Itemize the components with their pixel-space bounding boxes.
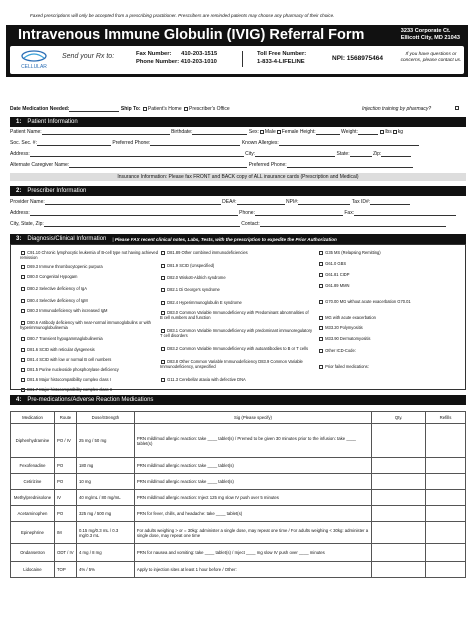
section-4-header: [10, 395, 466, 405]
lbs-checkbox[interactable]: [380, 130, 384, 134]
diagnosis-option[interactable]: [20, 286, 158, 291]
diagnosis-checkbox[interactable]: [319, 349, 323, 353]
table-row: [11, 544, 466, 562]
cell-refills[interactable]: [426, 490, 466, 506]
diagnosis-checkbox[interactable]: [161, 276, 165, 280]
section-3-note: Please FAX recent clinical notes, Labs, Tests, with the prescription to expedite the Prior Authorization: [114, 236, 337, 242]
weight-label: Weight:: [341, 129, 358, 135]
diagnosis-option[interactable]: [20, 357, 158, 362]
diagnosis-label: D80.6 Antibody deficiency with near-normal immunoglobulins or with hyperimmunoglobulinemia: [20, 320, 151, 331]
female-label: Female: [281, 129, 299, 135]
diagnosis-option[interactable]: [20, 274, 158, 279]
cell-route[interactable]: PO: [54, 458, 76, 474]
diagnosis-label: D69.3 Immune thrombocytopenic purpura: [27, 264, 103, 269]
injection-training-label: Injection training by pharmacy?: [362, 106, 432, 112]
diagnosis-option[interactable]: [160, 300, 312, 305]
height-label: Height:: [299, 129, 316, 135]
diagnosis-option[interactable]: [318, 261, 464, 266]
diagnosis-checkbox[interactable]: [319, 337, 323, 341]
cell-sig[interactable]: Apply to injection sites at least 1 hour before / Other:: [134, 562, 371, 578]
diagnosis-option[interactable]: [20, 377, 158, 382]
tax-id-label: Tax ID#:: [351, 199, 371, 205]
section-1-title: Patient Information: [27, 119, 78, 125]
diagnosis-label: D82.0 Wiskott-Aldrich syndrome: [167, 275, 226, 280]
known-allergies-label: Known Allergies:: [241, 140, 279, 146]
diagnosis-option[interactable]: [160, 275, 312, 280]
diagnosis-label: D80.7 Transient hypogammaglobulinemia: [27, 336, 103, 341]
diagnosis-option[interactable]: [160, 310, 312, 320]
table-row: [11, 474, 466, 490]
diagnosis-checkbox[interactable]: [21, 378, 25, 382]
diagnosis-option[interactable]: [20, 367, 158, 372]
patient-name-label: Patient Name:: [10, 129, 42, 135]
tollfree-number: 1-833-4-LIFELINE: [257, 58, 305, 65]
diagnosis-option[interactable]: [160, 359, 312, 369]
diagnosis-label: G61.81 CIDP: [325, 272, 350, 277]
diagnosis-checkbox[interactable]: [161, 288, 165, 292]
diagnosis-label: M33.90 Dermatomyositis: [325, 336, 371, 341]
cell-dose[interactable]: 4 mg / 8 mg: [76, 544, 134, 562]
diagnosis-option[interactable]: [318, 325, 464, 330]
weight-field[interactable]: [358, 129, 378, 135]
patients-home-checkbox[interactable]: [143, 107, 147, 111]
birthdate-label: Birthdate:: [171, 129, 193, 135]
contact-field[interactable]: [260, 221, 446, 227]
contact-label: Contact:: [241, 221, 260, 227]
diagnosis-label: D81.9 SCID (Unspecified): [167, 263, 215, 268]
cell-qty[interactable]: [372, 562, 426, 578]
patient-row-1: [10, 129, 466, 135]
section-4-num: 4:: [16, 397, 22, 403]
cell-sig[interactable]: PRN mild/mod allergic reaction: take ____ tablet(s): [134, 474, 371, 490]
table-row: [11, 424, 466, 458]
date-row: [10, 106, 466, 112]
diagnosis-label: D82.4 Hyperimmunoglobulin E syndrome: [167, 300, 242, 305]
lbs-label: lbs: [385, 129, 392, 135]
diagnosis-label: MG with acute exacerbation: [325, 315, 376, 320]
diagnosis-checkbox[interactable]: [21, 358, 25, 362]
cell-route[interactable]: IV: [54, 490, 76, 506]
table-row: [11, 522, 466, 544]
cell-dose[interactable]: 325 mg / 500 mg: [76, 506, 134, 522]
patient-row-4: [10, 162, 466, 168]
known-allergies-field[interactable]: [279, 140, 419, 146]
height-field[interactable]: [316, 129, 340, 135]
diagnosis-option[interactable]: [20, 308, 158, 313]
diagnosis-label: G70.00 MG without acute exacerbation G70.01: [325, 299, 411, 304]
male-label: Male: [264, 129, 276, 135]
city-state-zip-label: City, State, Zip:: [10, 221, 44, 227]
cell-refills[interactable]: [426, 474, 466, 490]
diagnosis-label: D80.3 Immunodeficiency with increased IgM: [27, 308, 108, 313]
address-label: Address:: [10, 151, 30, 157]
send-rx-label: Send your Rx to:: [62, 53, 115, 60]
patient-row-2: [10, 140, 466, 146]
fax-phone-block: [136, 51, 217, 67]
diagnosis-option[interactable]: [160, 263, 312, 268]
provider-name-field[interactable]: [45, 199, 221, 205]
diagnosis-label: D82.1 Di George's syndrome: [167, 287, 220, 292]
city-state-zip-field[interactable]: [44, 221, 240, 227]
cell-dose[interactable]: 40 mg/mL / 80 mg/mL: [76, 490, 134, 506]
provider-name-label: Provider Name:: [10, 199, 45, 205]
cell-qty[interactable]: [372, 490, 426, 506]
cell-sig[interactable]: PRN mild/mod allergic reaction: take ____ tablet(s): [134, 458, 371, 474]
diagnosis-option[interactable]: [160, 328, 312, 338]
cell-dose[interactable]: 4% / 5%: [76, 562, 134, 578]
diagnosis-checkbox[interactable]: [319, 300, 323, 304]
diagnosis-checkbox[interactable]: [161, 378, 165, 382]
section-1-header: [10, 117, 466, 127]
diagnosis-label: Other ICD-Code:: [325, 348, 356, 353]
column-header: Route: [54, 412, 76, 424]
table-row: [11, 562, 466, 578]
diagnosis-label: D81.5 Purine nucleoside phosphorylase deficiency: [27, 367, 119, 372]
address-line1: 3233 Corporate Ct.: [400, 28, 451, 34]
diagnosis-option[interactable]: [160, 287, 312, 292]
cell-qty[interactable]: [372, 544, 426, 562]
dea-label: DEA#:: [222, 199, 237, 205]
patients-home-label: Patient's Home: [147, 106, 182, 112]
diagnosis-option[interactable]: [20, 347, 158, 352]
cell-sig[interactable]: PRN for nausea and vomiting: take ____ tablet(s) / Inject ____ mg slow IV push over ____ minutes: [134, 544, 371, 562]
cell-qty[interactable]: [372, 424, 426, 458]
fax-number: 410-203-1515: [181, 51, 218, 57]
diagnosis-option[interactable]: [318, 336, 464, 341]
diagnosis-checkbox[interactable]: [161, 264, 165, 268]
diagnosis-option[interactable]: [20, 250, 158, 260]
phone-label: Phone Number:: [136, 58, 180, 65]
diagnosis-option[interactable]: [318, 272, 464, 277]
section-3-header: 3: Diagnosis/Clinical Information | Please FAX recent clinical notes, Labs, Tests, with the prescription to expedite the Prior Authorization: [10, 234, 466, 244]
diagnosis-option[interactable]: [318, 315, 464, 320]
diagnosis-label: C91.10 Chronic lymphocytic leukemia of B-cell type not having achieved remission: [20, 250, 158, 261]
cell-sig[interactable]: For adults weighing > or = 30kg: administer a single dose, may repeat one time / For adults weighing < 30kg: administer a single dose, may repeat one time: [134, 522, 371, 544]
ship-to-label: Ship To:: [120, 106, 141, 112]
form-title: Intravenous Immune Globulin (IVIG) Referral Form: [18, 27, 365, 43]
patient-row-3: [10, 151, 466, 157]
diagnosis-checkbox[interactable]: [319, 326, 323, 330]
cell-refills[interactable]: [426, 522, 466, 544]
birthdate-field[interactable]: [192, 129, 247, 135]
table-body: [11, 424, 466, 578]
column-header: Medication: [11, 412, 55, 424]
cell-med: Epinephrine: [11, 522, 55, 544]
diagnosis-checkbox[interactable]: [319, 316, 323, 320]
table-row: [11, 506, 466, 522]
prescriber-row-2: [10, 210, 466, 216]
injection-training-checkbox[interactable]: [455, 106, 459, 110]
cell-med: Methylprednisolone: [11, 490, 55, 506]
cell-route[interactable]: PO: [54, 474, 76, 490]
diagnosis-checkbox[interactable]: [21, 299, 25, 303]
premed-table: [10, 411, 466, 578]
cell-route[interactable]: PO: [54, 506, 76, 522]
cell-med: Fexofenadine: [11, 458, 55, 474]
cell-route[interactable]: ODT / IV: [54, 544, 76, 562]
pharmacy-logo: [14, 48, 54, 72]
diagnosis-label: D81.6 Major histocompatibility complex class I: [27, 377, 111, 382]
cell-med: Diphenhydramine: [11, 424, 55, 458]
diagnosis-option[interactable]: [20, 264, 158, 269]
contact-strip: [10, 46, 464, 74]
diagnosis-checkbox[interactable]: [319, 284, 323, 288]
male-checkbox[interactable]: [260, 130, 264, 134]
diagnosis-label: D83.8 Other Common Variable Immunodeficiency D83.9 Common Variable Immunodeficiency, unspecified: [160, 359, 303, 370]
prescriber-address-label: Address:: [10, 210, 30, 216]
prescriber-fax-field[interactable]: [354, 210, 456, 216]
logo-text: CELLULAR: [21, 64, 47, 70]
tollfree-label: Toll Free Number:: [257, 51, 307, 57]
diagnosis-checkbox[interactable]: [21, 368, 25, 372]
phone-number: 410-203-1010: [180, 58, 217, 65]
preferred-phone-field[interactable]: [150, 140, 240, 146]
cell-route[interactable]: IM: [54, 522, 76, 544]
prescribers-office-label: Prescriber's Office: [189, 106, 230, 112]
cell-med: Cetirizine: [11, 474, 55, 490]
diagnosis-checkbox[interactable]: [319, 251, 323, 255]
diagnosis-label: G35 MS (Relapsing Remitting): [325, 250, 381, 255]
prescriber-address-field[interactable]: [30, 210, 238, 216]
cell-qty[interactable]: [372, 522, 426, 544]
diagnosis-option[interactable]: [20, 298, 158, 303]
tax-id-field[interactable]: [370, 199, 410, 205]
prescriber-fax-label: Fax:: [344, 210, 355, 216]
diagnosis-option[interactable]: [160, 377, 312, 382]
prescriber-phone-field[interactable]: [255, 210, 343, 216]
insurance-note: [10, 173, 466, 181]
kg-checkbox[interactable]: [393, 130, 397, 134]
cell-refills[interactable]: [426, 544, 466, 562]
zip-label: Zip:: [372, 151, 382, 157]
insurance-text: Insurance Information: Please fax FRONT and BACK copy of ALL insurance cards (Prescription and Medical): [117, 174, 359, 180]
diagnosis-label: D81.7 Major histocompatibility complex class II: [27, 387, 113, 392]
cell-med: Acetaminophen: [11, 506, 55, 522]
cell-qty[interactable]: [372, 506, 426, 522]
diagnosis-label: D80.2 Selective deficiency of IgA: [27, 286, 87, 291]
city-label: City:: [245, 151, 256, 157]
caregiver-phone-label: Preferred Phone:: [248, 162, 287, 168]
section-3-num: 3:: [16, 236, 22, 242]
cell-dose[interactable]: 25 mg / 50 mg: [76, 424, 134, 458]
column-header: Sig (Please specify): [134, 412, 371, 424]
diagnosis-option[interactable]: [318, 283, 464, 288]
diagnosis-label: D83.1 Common Variable Immunodeficiency with predominant immunoregulatory T cell disorders: [160, 328, 313, 339]
questions-note: If you have questions or concerns, please contact us.: [400, 52, 462, 64]
address-line2: Ellicott City, MD 21043: [400, 34, 460, 41]
alt-caregiver-label: Alternate Caregiver Name:: [10, 162, 70, 168]
diagnosis-label: D83.2 Common Variable Immunodeficiency with autoantibodies to B or T cells: [167, 346, 308, 351]
diagnosis-option[interactable]: [160, 250, 312, 255]
cell-refills[interactable]: [426, 424, 466, 458]
form-header: [6, 25, 468, 77]
column-header: Qty.: [372, 412, 426, 424]
diagnosis-option[interactable]: [318, 250, 464, 255]
top-note: Faxed prescriptions will only be accepted from a prescribing practitioner. Prescribers are reminded patients may choose any pharmacy of their choice.: [30, 13, 335, 18]
diagnosis-label: D81.4 SCID with low or normal B cell numbers: [27, 357, 112, 362]
diagnosis-checkbox[interactable]: [21, 309, 25, 313]
state-label: State:: [336, 151, 350, 157]
cell-route[interactable]: TOP: [54, 562, 76, 578]
cell-med: Lidocaine: [11, 562, 55, 578]
table-row: [11, 490, 466, 506]
diagnosis-checkbox[interactable]: [21, 337, 25, 341]
state-field[interactable]: [350, 151, 372, 157]
cell-refills[interactable]: [426, 562, 466, 578]
cell-route[interactable]: PO / IV: [54, 424, 76, 458]
prescriber-phone-label: Phone:: [239, 210, 255, 216]
diagnosis-label: D81.6 SCID with reticular dysgenesis: [27, 347, 95, 352]
section-2-header: [10, 186, 466, 196]
diagnosis-option[interactable]: [318, 299, 464, 304]
kg-label: kg: [397, 129, 403, 135]
address-field[interactable]: [30, 151, 244, 157]
soc-sec-label: Soc. Sec. #:: [10, 140, 37, 146]
cell-dose[interactable]: 0.15 mg/0.3 mL / 0.3 mg/0.3 mL: [76, 522, 134, 544]
diagnosis-checkbox[interactable]: [319, 262, 323, 266]
cell-dose[interactable]: 10 mg: [76, 474, 134, 490]
cell-sig[interactable]: PRN for fever, chills, and headache: take ____ tablet(s): [134, 506, 371, 522]
pharmacy-address: [401, 28, 460, 42]
diagnosis-option[interactable]: [318, 364, 464, 369]
cell-med: Ondansetron: [11, 544, 55, 562]
diagnosis-option[interactable]: [160, 346, 312, 351]
soc-sec-field[interactable]: [37, 140, 111, 146]
prescriber-row-3: [10, 221, 466, 227]
section-2-num: 2:: [16, 188, 22, 194]
diagnosis-checkbox[interactable]: [161, 251, 165, 255]
npi-number: NPI: 1568975464: [332, 55, 383, 62]
caregiver-phone-field[interactable]: [287, 162, 413, 168]
cell-sig[interactable]: PRN mild/mod allergic reaction: Inject 125 mg slow IV push over 5 minutes: [134, 490, 371, 506]
diagnosis-checkbox[interactable]: [161, 347, 165, 351]
cell-dose[interactable]: 180 mg: [76, 458, 134, 474]
alt-caregiver-field[interactable]: [69, 162, 247, 168]
diagnosis-option[interactable]: [20, 387, 158, 392]
npi-label: NPI#:: [285, 199, 299, 205]
section-1-num: 1:: [16, 119, 22, 125]
date-needed-label: Date Medication Needed:: [10, 106, 70, 112]
section-2-title: Prescriber Information: [27, 188, 87, 194]
sex-label: Sex:: [248, 129, 259, 135]
diagnosis-checkbox[interactable]: [21, 348, 25, 352]
diagnosis-checkbox[interactable]: [21, 265, 25, 269]
cell-refills[interactable]: [426, 458, 466, 474]
dea-field[interactable]: [237, 199, 285, 205]
fax-label: Fax Number:: [136, 51, 172, 57]
table-row: [11, 458, 466, 474]
cell-refills[interactable]: [426, 506, 466, 522]
diagnosis-label: G61.89 MMN: [325, 283, 350, 288]
diagnosis-label: G11.3 Cerebellar ataxia with defective DNA: [167, 377, 246, 382]
section-3-title: Diagnosis/Clinical Information: [27, 236, 107, 242]
diagnosis-label: G61.0 GBS: [325, 261, 347, 266]
diagnosis-checkbox[interactable]: [319, 273, 323, 277]
diagnosis-checkbox[interactable]: [21, 287, 25, 291]
prescriber-row-1: [10, 199, 466, 205]
diagnosis-label: Prior failed medications:: [325, 364, 369, 369]
diagnosis-label: D83.0 Common Variable Immunodeficiency with Predominant abnormalities of B cell numbers and function: [160, 310, 309, 321]
diagnosis-checkbox[interactable]: [319, 365, 323, 369]
diagnosis-option[interactable]: [318, 348, 464, 353]
diagnosis-label: D80.4 Selective deficiency of IgM: [27, 298, 88, 303]
toll-free-block: [242, 51, 306, 67]
diagnosis-checkbox[interactable]: [161, 301, 165, 305]
diagnosis-label: M33.20 Polymyositis: [325, 325, 363, 330]
diagnosis-option[interactable]: [20, 320, 158, 330]
column-header: Refills: [426, 412, 466, 424]
city-field[interactable]: [255, 151, 335, 157]
table-header-row: [11, 412, 466, 424]
cell-qty[interactable]: [372, 458, 426, 474]
column-header: Dose/Strength: [76, 412, 134, 424]
diagnosis-option[interactable]: [20, 336, 158, 341]
diagnosis-label: D81.89 Other combined immunodeficiencies: [167, 250, 248, 255]
cell-sig[interactable]: PRN mild/mod allergic reaction: take ____ tablet(s) / Premed to be given 30 minutes prior to the infusion: take ____ tablet(s): [134, 424, 371, 458]
cell-qty[interactable]: [372, 474, 426, 490]
patient-name-field[interactable]: [42, 129, 170, 135]
zip-field[interactable]: [381, 151, 411, 157]
female-checkbox[interactable]: [277, 130, 281, 134]
diagnosis-checkbox[interactable]: [21, 275, 25, 279]
preferred-phone-label: Preferred Phone:: [112, 140, 151, 146]
section-4-title: Pre-medications/Adverse Reaction Medications: [27, 397, 154, 403]
date-needed-field[interactable]: [69, 106, 119, 112]
npi-field[interactable]: [298, 199, 350, 205]
prescribers-office-checkbox[interactable]: [184, 107, 188, 111]
diagnosis-checkbox[interactable]: [21, 388, 25, 392]
diagnosis-label: D80.0 Congenital Hypogam: [27, 274, 78, 279]
